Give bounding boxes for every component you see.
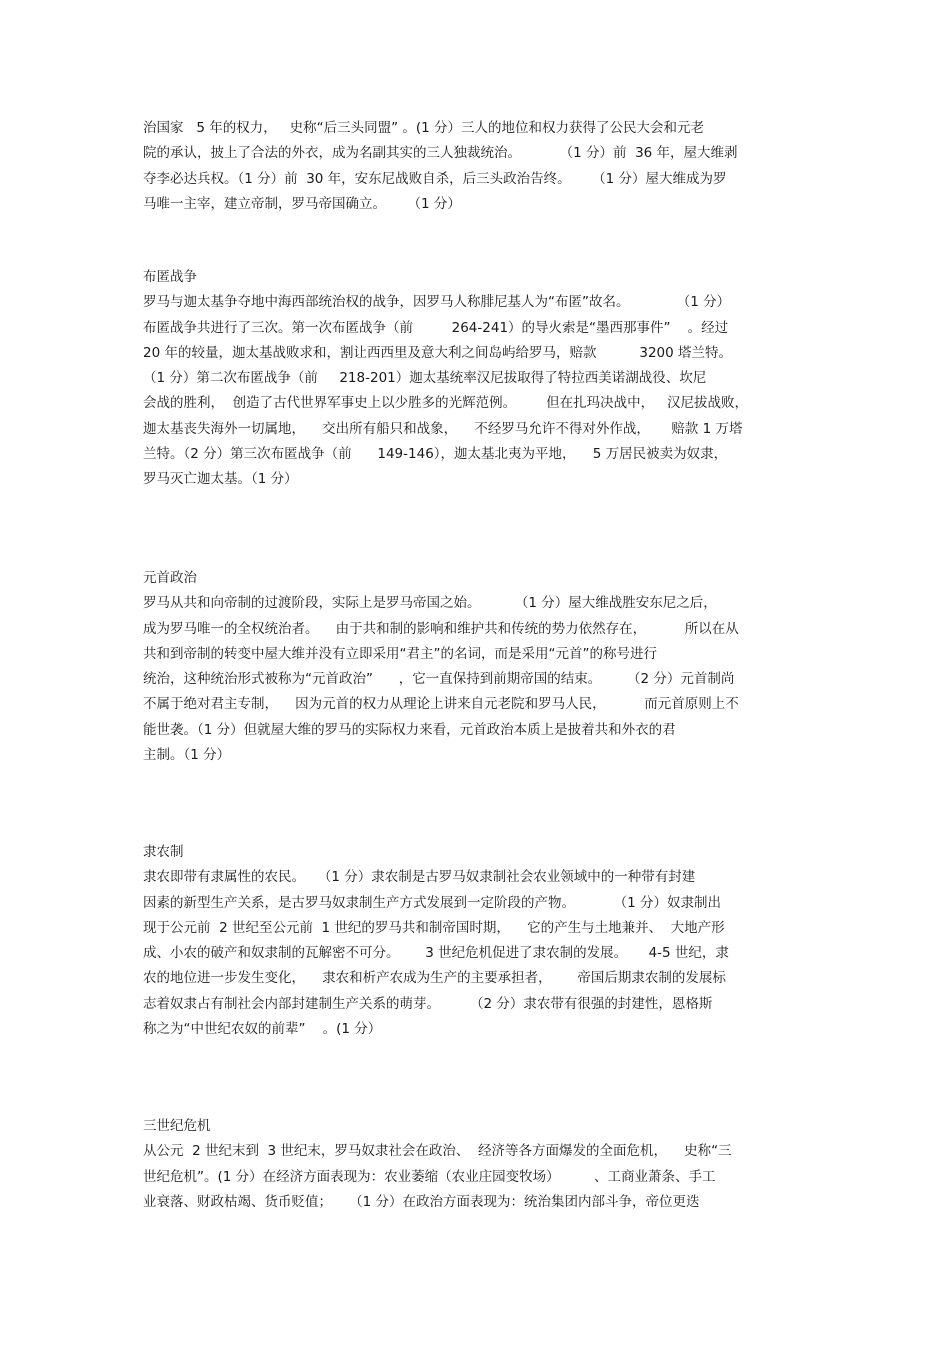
text-line: 现于公元前 2 世纪至公元前 1 世纪的罗马共和制帝国时期， 它的产生与土地兼并、 大地产形: [143, 919, 725, 936]
text-line: 会战的胜利， 创造了古代世界军事史上以少胜多的光辉范例。 但在扎玛决战中， 汉尼拔战败，: [143, 395, 748, 412]
text-line: 称之为“中世纪农奴的前辈” 。(1 分）: [143, 1021, 382, 1038]
section-heading: 三世纪危机: [143, 1118, 211, 1134]
text-line: 布匿战争共进行了三次。第一次布匿战争（前 264-241）的导火索是“墨西那事件” 。经过: [143, 319, 729, 336]
text-line: 世纪危机”。(1 分）在经济方面表现为：农业萎缩（农业庄园变牧场） 、工商业萧条、手工: [143, 1168, 716, 1185]
text-line: 共和到帝制的转变中屋大维并没有立即采用“君主”的名词，而是采用“元首”的称号进行: [143, 645, 657, 662]
text-line: 罗马与迦太基争夺地中海西部统治权的战争，因罗马人称腓尼基人为“布匿”故名。 （1 分）: [143, 294, 731, 311]
text-line: 农的地位进一步发生变化， 隶农和析产农成为生产的主要承担者， 帝国后期隶农制的发展标: [143, 970, 726, 987]
text-line: 马唯一主宰，建立帝制，罗马帝国确立。 （1 分）: [143, 195, 461, 212]
section-punic-wars: [143, 265, 808, 493]
text-line: 迦太基丧失海外一切属地， 交出所有船只和战象， 不经罗马允许不得对外作战， 赔款 1 万塔: [143, 420, 743, 437]
text-line: 统治，这种统治形式被称为“元首政治” ，它一直保持到前期帝国的结束。 （2 分）元首制尚: [143, 671, 735, 688]
section-colonate: [143, 840, 808, 1042]
text-line: 主制。（1 分）: [143, 747, 231, 764]
section-third-century-crisis: [143, 1114, 808, 1215]
continuation-paragraph: [143, 116, 808, 217]
text-line: 不属于绝对君主专制， 因为元首的权力从理论上讲来自元老院和罗马人民， 而元首原则上不: [143, 696, 739, 713]
text-line: 兰特。（2 分）第三次布匿战争（前 149-146），迦太基北夷为平地， 5 万居民被卖为奴隶，: [143, 446, 728, 463]
text-line: 能世袭。（1 分）但就屋大维的罗马的实际权力来看，元首政治本质上是披着共和外衣的君: [143, 721, 676, 738]
text-line: （1 分）第二次布匿战争（前 218-201）迦太基统率汉尼拔取得了特拉西美诺湖战役、坎尼: [143, 370, 707, 387]
text-line: 院的承认，披上了合法的外衣，成为名副其实的三人独裁统治。 （1 分）前 36 年，屋大维剥: [143, 145, 738, 162]
text-line: 成、小农的破产和奴隶制的瓦解密不可分。 3 世纪危机促进了隶农制的发展。 4-5 世纪，隶: [143, 945, 729, 962]
text-line: 罗马从共和向帝制的过渡阶段，实际上是罗马帝国之始。 （1 分）屋大维战胜安东尼之后，: [143, 595, 717, 612]
text-line: 治国家 5 年的权力， 史称“后三头同盟” 。(1 分）三人的地位和权力获得了公民大会和元老: [143, 120, 705, 136]
text-line: 罗马灭亡迦太基。（1 分）: [143, 471, 298, 488]
section-principate: [143, 566, 808, 768]
text-line: 隶农即带有隶属性的农民。 （1 分）隶农制是古罗马奴隶制社会农业领域中的一种带有封建: [143, 869, 696, 886]
text-line: 20 年的较量，迦太基战败求和，割让西西里及意大利之间岛屿给罗马，赔款 3200 塔兰特。: [143, 344, 733, 361]
text-line: 从公元 2 世纪末到 3 世纪末，罗马奴隶社会在政治、 经济等各方面爆发的全面危机， 史称“三: [143, 1143, 732, 1160]
text-line: 志着奴隶占有制社会内部封建制生产关系的萌芽。 （2 分）隶农带有很强的封建性，恩格斯: [143, 995, 713, 1012]
section-heading: 布匿战争: [143, 269, 197, 285]
section-heading: 隶农制: [143, 844, 184, 860]
text-line: 业衰落、财政枯竭、货币贬值； （1 分）在政治方面表现为：统治集团内部斗争，帝位更迭: [143, 1193, 700, 1210]
text-line: 因素的新型生产关系，是古罗马奴隶制生产方式发展到一定阶段的产物。 （1 分）奴隶制出: [143, 894, 722, 911]
text-line: 夺李必达兵权。（1 分）前 30 年，安东尼战败自杀，后三头政治告终。 （1 分）屋大维成为罗: [143, 170, 727, 187]
text-line: 成为罗马唯一的全权统治者。 由于共和制的影响和维护共和传统的势力依然存在， 所以在从: [143, 620, 739, 637]
section-heading: 元首政治: [143, 570, 197, 586]
